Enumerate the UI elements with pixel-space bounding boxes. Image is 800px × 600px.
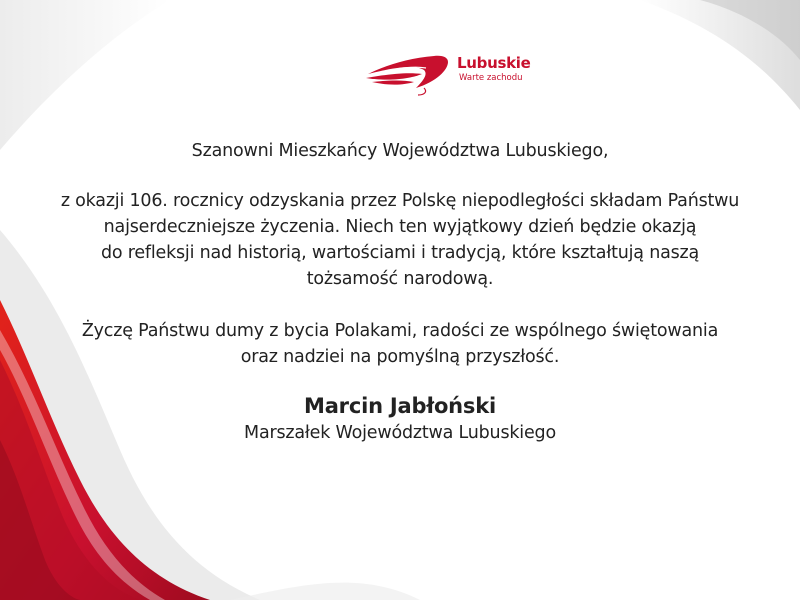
signature-name: Marcin Jabłoński (304, 394, 496, 418)
lubuskie-logo (364, 44, 534, 100)
signature-role: Marszałek Województwa Lubuskiego (244, 423, 556, 443)
paragraph-2-line: oraz nadziei na pomyślną przyszłość. (240, 347, 560, 367)
paragraph-1-line: najserdeczniejsze życzenia. Niech ten wyjątkowy dzień będzie okazją (103, 217, 697, 237)
paragraph-2 (0, 318, 800, 370)
paragraph-1 (0, 188, 800, 292)
letter-body (0, 138, 800, 446)
greeting-line: Szanowni Mieszkańcy Województwa Lubuskiego, (191, 141, 609, 161)
logo-name: Lubuskie (457, 54, 531, 72)
logo-tagline: Warte zachodu (459, 73, 523, 83)
paragraph-2-line: Życzę Państwu dumy z bycia Polakami, radości ze wspólnego świętowania (81, 321, 719, 341)
grey-swirl-top-left (0, 0, 170, 150)
lubuskie-swoosh-icon (364, 48, 456, 96)
paragraph-1-line: do refleksji nad historią, wartościami i tradycją, które kształtują naszą (100, 243, 700, 263)
paragraph-1-line: tożsamość narodową. (306, 269, 494, 289)
paragraph-1-line: z okazji 106. rocznicy odzyskania przez Polskę niepodległości składam Państwu (60, 191, 740, 211)
